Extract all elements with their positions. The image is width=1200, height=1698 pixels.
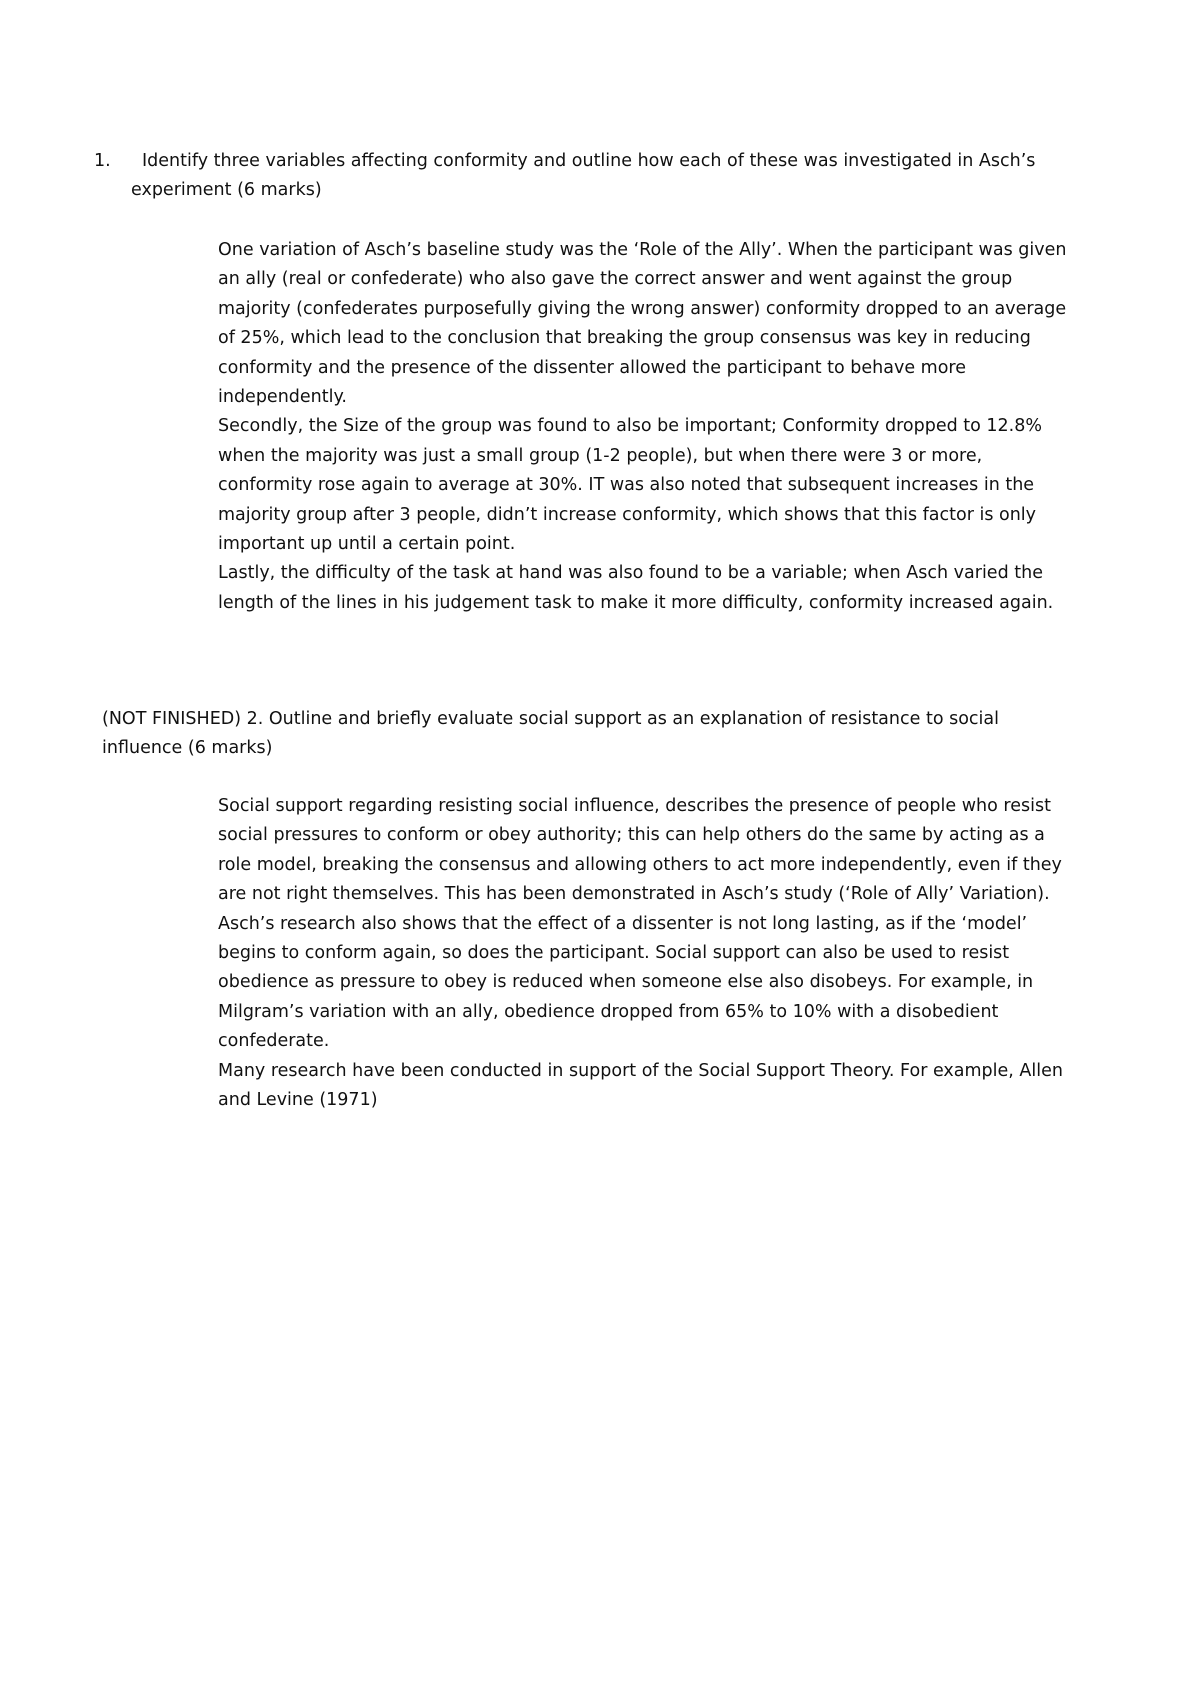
question-1-answer (218, 236, 1068, 618)
question-2-answer (218, 792, 1068, 1115)
answer-paragraph: Secondly, the Size of the group was found to also be important; Conformity dropped to 12.8% when the majority was just a small group (1-2 people), but when there were 3 or more, conformity rose again to average at 30%. IT was also noted that subsequent increases in the majority group after 3 people, didn’t increase conformity, which shows that this factor is only important up until a certain point. (218, 416, 1042, 555)
question-1-heading: Identify three variables affecting conformity and outline how each of these was investigated in Asch’s (142, 151, 1036, 171)
question-1-number: 1. (94, 151, 111, 171)
answer-paragraph: Lastly, the difficulty of the task at hand was also found to be a variable; when Asch varied the length of the lines in his judgement task to make it more difficulty, conformity increased again. (218, 563, 1054, 613)
question-1-heading-continued: experiment (6 marks) (131, 180, 322, 200)
question-2-heading: (NOT FINISHED) 2. Outline and briefly evaluate social support as an explanation of resistance to social influence (6 marks) (102, 709, 999, 758)
answer-paragraph: One variation of Asch’s baseline study was the ‘Role of the Ally’. When the participant was given an ally (real or confederate) who also gave the correct answer and went against the group majority (confederates purposefully giving the wrong answer) conformity dropped to an average of 25%, which lead to the conclusion that breaking the group consensus was key in reducing conformity and the presence of the dissenter allowed the participant to behave more independently. (218, 240, 1067, 408)
answer-paragraph: Social support regarding resisting social influence, describes the presence of people who resist social pressures to conform or obey authority; this can help others do the same by acting as a role model, breaking the consensus and allowing others to act more independently, even if they are not right themselves. This has been demonstrated in Asch’s study (‘Role of Ally’ Variation). Asch’s research also shows that the effect of a dissenter is not long lasting, as if the ‘model’ begins to conform again, so does the participant. Social support can also be used to resist obedience as pressure to obey is reduced when someone else also disobeys. For example, in Milgram’s variation with an ally, obedience dropped from 65% to 10% with a disobedient confederate. (218, 796, 1062, 1052)
answer-paragraph: Many research have been conducted in support of the Social Support Theory. For example, Allen and Levine (1971) (218, 1060, 1063, 1111)
